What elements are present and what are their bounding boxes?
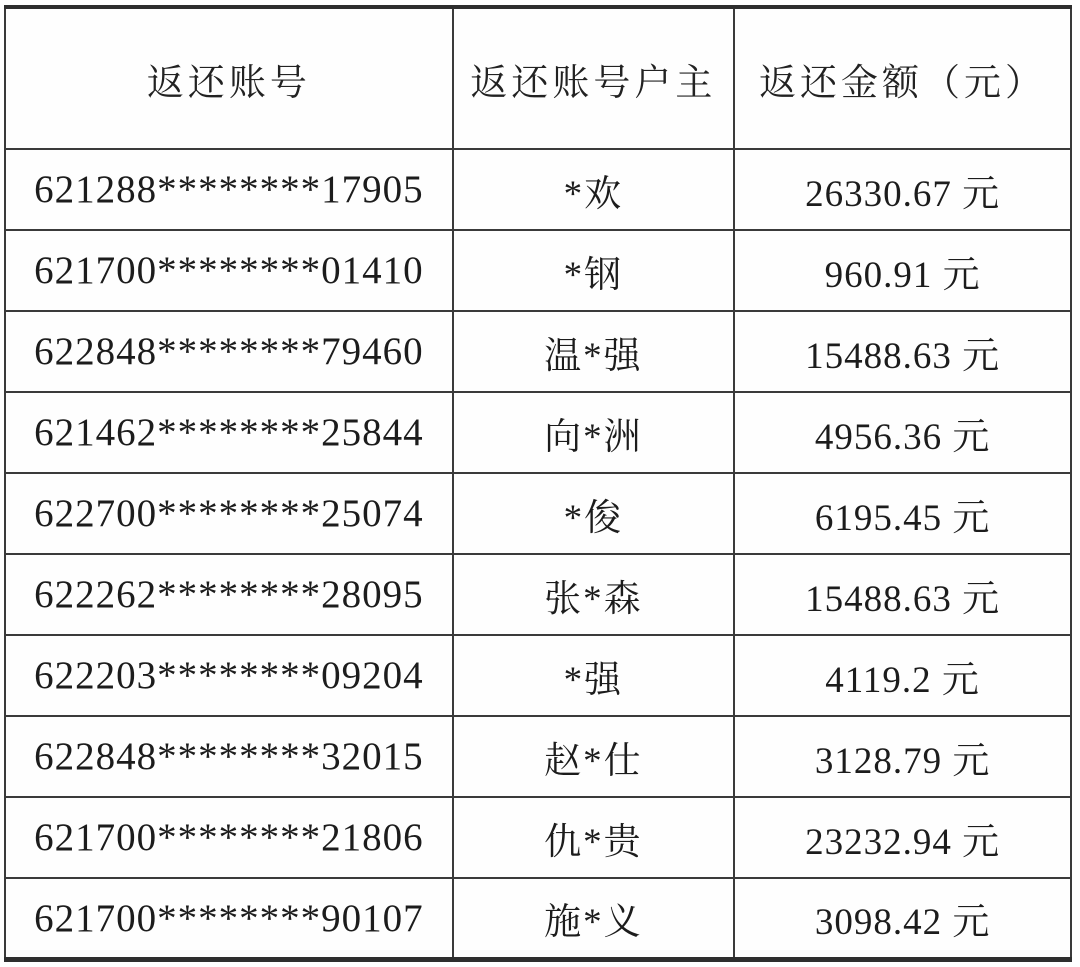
- account-cell: 621700********90107: [5, 878, 453, 959]
- table-header-row: [5, 7, 1071, 149]
- table-row: [5, 230, 1071, 311]
- refund-table: [4, 5, 1072, 962]
- table-row: [5, 392, 1071, 473]
- amount-cell: 15488.63 元: [734, 554, 1071, 635]
- amount-cell: 26330.67 元: [734, 149, 1071, 230]
- amount-cell: 3128.79 元: [734, 716, 1071, 797]
- table-row: [5, 554, 1071, 635]
- table-row: [5, 878, 1071, 959]
- account-cell: 621462********25844: [5, 392, 453, 473]
- header-owner: 返还账号户主: [453, 7, 734, 149]
- table-row: [5, 311, 1071, 392]
- owner-cell: *俊: [453, 473, 734, 554]
- owner-cell: 施*义: [453, 878, 734, 959]
- account-cell: 622700********25074: [5, 473, 453, 554]
- owner-cell: 仇*贵: [453, 797, 734, 878]
- header-amount: 返还金额（元）: [734, 7, 1071, 149]
- account-cell: 622848********32015: [5, 716, 453, 797]
- owner-cell: 温*强: [453, 311, 734, 392]
- amount-cell: 23232.94 元: [734, 797, 1071, 878]
- table-row: [5, 473, 1071, 554]
- amount-cell: 960.91 元: [734, 230, 1071, 311]
- header-account: 返还账号: [5, 7, 453, 149]
- table-row: [5, 149, 1071, 230]
- amount-cell: 15488.63 元: [734, 311, 1071, 392]
- account-cell: 621700********21806: [5, 797, 453, 878]
- owner-cell: *强: [453, 635, 734, 716]
- amount-cell: 3098.42 元: [734, 878, 1071, 959]
- table-row: [5, 635, 1071, 716]
- account-cell: 621288********17905: [5, 149, 453, 230]
- table-row: [5, 716, 1071, 797]
- table-row: [5, 797, 1071, 878]
- account-cell: 622203********09204: [5, 635, 453, 716]
- amount-cell: 6195.45 元: [734, 473, 1071, 554]
- amount-cell: 4119.2 元: [734, 635, 1071, 716]
- refund-table-container: [4, 5, 1072, 962]
- account-cell: 622262********28095: [5, 554, 453, 635]
- owner-cell: 赵*仕: [453, 716, 734, 797]
- amount-cell: 4956.36 元: [734, 392, 1071, 473]
- owner-cell: 张*森: [453, 554, 734, 635]
- owner-cell: *欢: [453, 149, 734, 230]
- owner-cell: *钢: [453, 230, 734, 311]
- account-cell: 622848********79460: [5, 311, 453, 392]
- owner-cell: 向*洲: [453, 392, 734, 473]
- account-cell: 621700********01410: [5, 230, 453, 311]
